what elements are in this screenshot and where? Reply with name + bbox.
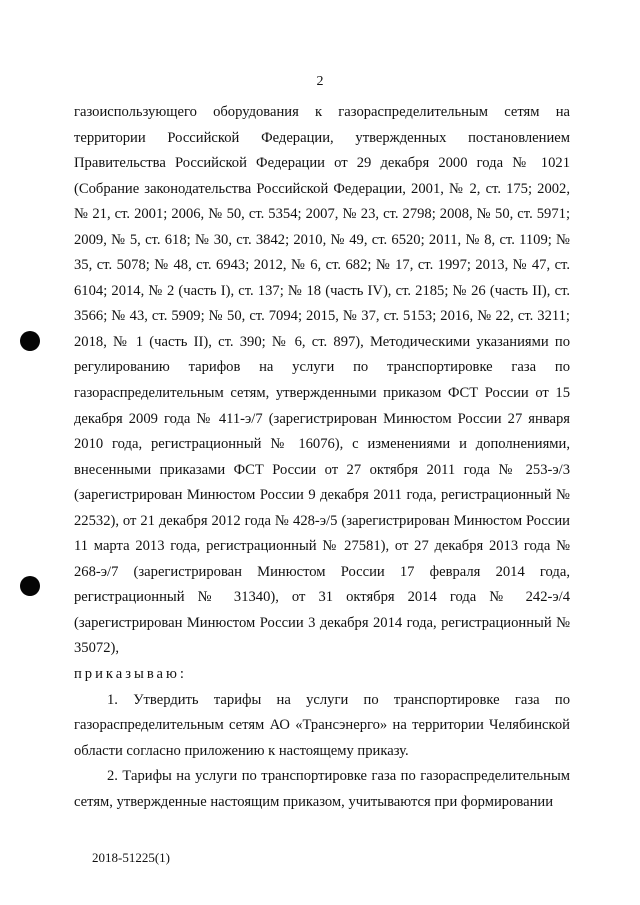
punch-hole-top — [20, 331, 40, 351]
punch-hole-bottom — [20, 576, 40, 596]
document-body — [74, 100, 570, 815]
document-code: 2018-51225(1) — [92, 850, 170, 865]
order-item-2: 2. Тарифы на услуги по транспортировке газа по газораспределительным сетям, утвержденные настоящим приказом, учитываются при формировании — [74, 768, 570, 810]
page-number: 2 — [316, 74, 324, 89]
order-heading: приказываю: — [74, 666, 187, 683]
paragraph-legal-basis: газоиспользующего оборудования к газораспределительным сетям на территории Российской Федерации, утвержденных постановлением Правительства Российской Федерации от 29 декабря 2000 года № 1021 (Собрание законодательства Российской Федерации, 2001, № 2, ст. 175; 2002, № 21, ст. 2001; 2006, № 50, ст. 5354; 2007, № 23, ст. 2798; 2008, № 50, ст. 5971; 2009, № 5, ст. 618; № 30, ст. 3842; 2010, № 49, ст. 6520; 2011, № 8, ст. 1109; № 35, ст. 5078; № 48, ст. 6943; 2012, № 6, ст. 682; № 17, ст. 1997; 2013, № 47, ст. 6104; 2014, № 2 (часть I), ст. 137; № 18 (часть IV), ст. 2185; № 26 (часть II), ст. 3566; № 43, ст. 5909; № 50, ст. 7094; 2015, № 37, ст. 5153; 2016, № 22, ст. 3211; 2018, № 1 (часть II), ст. 390; № 6, ст. 897), Методическими указаниями по регулированию тарифов на услуги по транспортировке газа по газораспределительным сетям, утвержденными приказом ФСТ России от 15 декабря 2009 года № 411-э/7 (зарегистрирован Минюстом России 27 января 2010 года, регистрационный № 16076), с изменениями и дополнениями, внесенными приказами ФСТ России от 27 октября 2011 года № 253-э/3 (зарегистрирован Минюстом России 9 декабря 2011 года, регистрационный № 22532), от 21 декабря 2012 года № 428-э/5 (зарегистрирован Минюстом России 11 марта 2013 года, регистрационный № 27581), от 27 декабря 2013 года № 268-э/7 (зарегистрирован Минюстом России 17 февраля 2014 года, регистрационный № 31340), от 31 октября 2014 года № 242-э/4 (зарегистрирован Минюстом России 3 декабря 2014 года, регистрационный № 35072), — [74, 104, 570, 657]
order-item-1: 1. Утвердить тарифы на услуги по транспортировке газа по газораспределительным сетям АО «Трансэнерго» на территории Челябинской области согласно приложению к настоящему приказу. — [74, 691, 570, 759]
